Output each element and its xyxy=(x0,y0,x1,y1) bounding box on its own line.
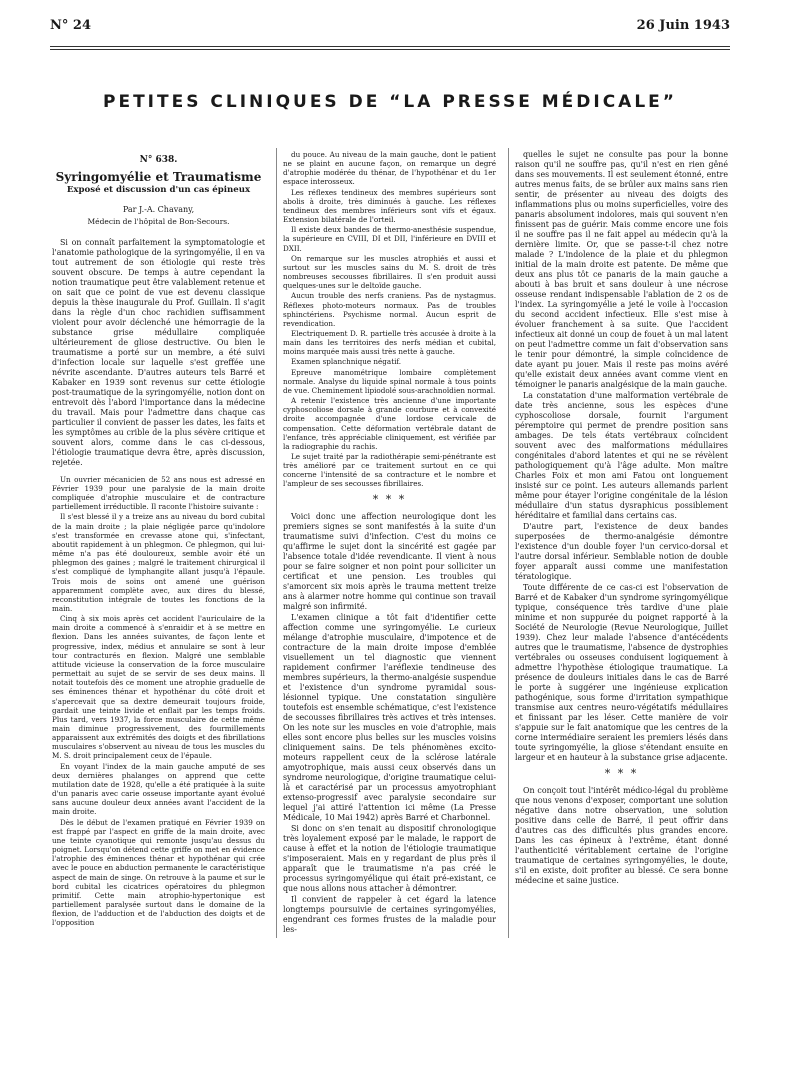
article-subtitle: Exposé et discussion d'un cas épineux xyxy=(66,185,251,196)
article-affiliation: Médecin de l'hôpital de Bon-Secours. xyxy=(87,216,230,226)
paragraph: A retenir l'existence très ancienne d'une importante cyphoscoliose dorsale à grande courbure et à convexité droite accompagnée d'une lordose cervicale de compensation. Cette déformation vertébrale datant de l'enfance, très appréciable cliniquement, est vérifiée par la radiographie du rachis. xyxy=(283,396,496,451)
paragraph: D'autre part, l'existence de deux bandes superposées de thermo-analgésie démontre l'existence d'un double foyer l'un cervico-dorsal et l'autre dorsal inférieur. Semblable notion de double foyer apparaît aussi comme une manifestation tératologique. xyxy=(515,522,728,581)
article-author: Par J.-A. Chavany, xyxy=(122,205,195,215)
paragraph: On conçoit tout l'intérêt médico-légal du problème que nous venons d'exposer, comportant une solution négative dans notre observation, une solution positive dans celle de Barré, il peut offrir dans d'autres cas des difficultés plus grandes encore. Dans les cas épineux à l'extrême, étant donné l'authenticité véritablement certaine de l'origine traumatique de certaines syringomyélies, le doute, s'il en existe, doit profiter au blessé. Ce sera bonne médecine et saine justice. xyxy=(515,786,728,886)
paragraph: Epreuve manométrique lombaire complètement normale. Analyse du liquide spinal normale à tous points de vue. Cheminement lipiodolé sous-arachnoïdien normal. xyxy=(283,367,496,395)
header-rule xyxy=(50,46,730,47)
column-divider-1 xyxy=(276,148,277,938)
section-title: PETITES CLINIQUES DE “LA PRESSE MÉDICALE” xyxy=(103,92,677,112)
paragraph: Il existe deux bandes de thermo-anesthésie suspendue, la supérieure en CVIII, DI et DII, l'inférieure en DVIII et DXII. xyxy=(283,225,496,253)
paragraph: On remarque sur les muscles atrophiés et aussi et surtout sur les muscles sains du M. S. droit de très nombreuses secousses fibrillaires. Il s'en produit aussi quelques-unes sur le deltoïde gauche. xyxy=(283,253,496,291)
paragraph: Un ouvrier mécanicien de 52 ans nous est adressé en Février 1939 pour une paralysie de la main droite compliquée d'atrophie musculaire et de contracture partiellement irréductible. Il raconte l'histoire suivante : xyxy=(52,474,265,512)
header-rule-2 xyxy=(50,49,730,50)
issue-number: N° 24 xyxy=(50,18,91,33)
paragraph: Cinq à six mois après cet accident l'auriculaire de la main droite a commencé à s'enraidir et à se mettre en flexion. Dans les années suivantes, de façon lente et progressive, index, médius et annulaire se sont à leur tour contracturés en flexion. Malgré une semblable attitude vicieuse la conservation de la force musculaire permettait au sujet de se servir de ses deux mains. Il notait toutefois dès ce moment une atrophie graduelle de ses éminences thénar et hypothénar du côté droit et s'apercevait que sa dextre demeurait toujours froide, gardait une teinte livide et enflait par les temps froids. Plus tard, vers 1937, la force musculaire de cette même main diminue progressivement, des fourmillements apparaissent aux extrémités des doigts et des fibrillations musculaires s'observent au niveau de tous les muscles du M. S. droit principalement ceux de l'épaule. xyxy=(52,614,265,761)
paragraph: Voici donc une affection neurologique dont les premiers signes se sont manifestés à la suite d'un traumatisme suivi d'infection. C'est du moins ce qu'affirme le sujet dont la sincérité est gagée par l'absence totale d'idée revendicante. Il vient à nous pour se faire soigner et non point pour solliciter un certificat et une pension. Les troubles qui s'amorcent six mois après le trauma mettent treize ans à alarmer notre homme qui continue son travail malgré son infirmité. xyxy=(283,511,496,611)
paragraph: La constatation d'une malformation vertébrale de date très ancienne, sous les espèces d'une cyphoscoliose dorsale, fournit l'argument péremptoire qui permet de prendre position sans ambages. De tels états vertébraux coïncident souvent avec des malformations médullaires congénitales d'abord latentes et qui ne se révèlent pathologiquement qu'à l'âge adulte. Mon maître Charles Foix et mon ami Fatou ont longuement insisté sur ce point. Les auteurs allemands parlent même pour étayer l'origine congénitale de la lésion médullaire d'un status dysraphicus possiblement héréditaire et familial dans certains cas. xyxy=(515,391,728,520)
section-separator: * * * xyxy=(372,492,407,506)
paragraph: Il s'est blessé il y a treize ans au niveau du bord cubital de la main droite ; la plaie négligée parce qu'indolore s'est transformée en crevasse atone qui, s'infectant, aboutit rapidement à un phlegmon. Ce phlegmon, qui lui-même n'a pas été douloureux, semble avoir été un phlegmon des gaines ; malgré le traitement chirurgical il s'est compliqué de lymphangite allant jusqu'à l'épaule. Trois mois de soins ont amené une guérison apparemment complète avec, aux dires du blessé, reconstitution intégrale de toutes les fonctions de la main. xyxy=(52,512,265,613)
paragraph: Dès le début de l'examen pratiqué en Février 1939 on est frappé par l'aspect en griffe de la main droite, avec une teinte cyanotique qui remonte jusqu'au dessus du poignet. Lorsqu'on détend cette griffe on met en évidence l'atrophie des éminences thénar et hypothénar qui crée avec le pouce en abduction permanente le caractéristique aspect de main de singe. On retrouve à la paume et sur le bord cubital les cicatrices opératoires du phlegmon primitif. Cette main atrophio-hypertonique est partiellement paralysée surtout dans le domaine de la flexion, de l'adduction et de l'abduction des doigts et de l'opposition xyxy=(52,817,265,928)
paragraph: Le sujet traité par la radiothérapie semi-pénétrante est très amélioré par ce traitement surtout en ce qui concerne l'intensité de sa contracture et le nombre et l'ampleur de ses secousses fibrillaires. xyxy=(283,452,496,489)
paragraph: Aucun trouble des nerfs craniens. Pas de nystagmus. Réflexes photo-moteurs normaux. Pas de troubles sphinctériens. Psychisme normal. Aucun esprit de revendication. xyxy=(283,291,496,328)
section-separator: * * * xyxy=(604,767,639,780)
paragraph: L'examen clinique a tôt fait d'identifier cette affection comme une syringomyélie. Le curieux mélange d'atrophie musculaire, d'impotence et de contracture de la main droite impose d'emblée visuellement un tel diagnostic que viennent rapidement confirmer l'aréflexie tendineuse des membres supérieurs, la thermo-analgésie suspendue et l'existence d'un syndrome pyramidal sous-lésionnel typique. Une constatation singulière toutefois est ensemble schématique, c'est l'existence de secousses fibrillaires très actives et très intenses. On les note sur les muscles en voie d'atrophie, mais elles sont encore plus belles sur les muscles voisins cliniquement sains. De tels phénomènes excito-moteurs rappellent ceux de la sclérose latérale amyotrophique, mais aussi ceux observés dans un syndrome neurologique, d'origine traumatique celui-là et caractérisé par un processus amyotrophiant extenso-progressif avec paralysie secondaire sur lequel j'ai attiré l'attention ici même (La Presse Médicale, 10 Mai 1942) après Barré et Charbonnel. xyxy=(283,612,496,822)
paragraph: Examen splanchnique négatif. xyxy=(291,357,402,367)
paragraph: Si on connaît parfaitement la symptomatologie et l'anatomie pathologique de la syringomyélie, il en va tout autrement de son étiologie qui reste très souvent obscure. De temps à autre cependant la notion traumatique peut être valablement retenue et on sait que ce point de vue est devenu classique depuis la thèse inaugurale du Prof. Guillain. Il s'agit dans la règle d'un choc rachidien suffisamment violent pour avoir déclenché une hémorragie de la substance grise médullaire compliquée ultérieurement de gliose destructive. Ou bien le traumatisme a porté sur un membre, a été suivi d'infection locale sur laquelle s'est greffée une névrite ascendante. D'autres auteurs tels Barré et Kabaker en 1939 sont revenus sur cette étiologie post-traumatique de la syringomyélie, notion dont on entrevoit dès l'abord l'importance dans la médecine du travail. Mais pour l'admettre dans chaque cas particulier il convient de passer les dates, les faits et les symptômes au crible de la plus sévère critique et souvent alors, comme dans le cas ci-dessous, l'étiologie traumatique devra être, après discussion, rejetée. xyxy=(52,237,265,467)
paragraph: Les réflexes tendineux des membres supérieurs sont abolis à droite, très diminués à gauche. Les réflexes tendineux des membres inférieurs sont vifs et égaux. Extension bilatérale de l'orteil. xyxy=(283,187,496,225)
paragraph: En voyant l'index de la main gauche amputé de ses deux dernières phalanges on apprend que cette mutilation date de 1928, qu'elle a été pratiquée à la suite d'un panaris avec carie osseuse importante ayant évolué sans aucune douleur deux années avant l'accident de la main droite. xyxy=(52,761,265,817)
column-2 xyxy=(283,150,496,1050)
column-3 xyxy=(515,150,728,1050)
column-1 xyxy=(52,150,265,1050)
paragraph: Il convient de rappeler à cet égard la latence longtemps poursuivie de certaines syringomyélies, engendrant ces formes frustes de la maladie pour les- xyxy=(283,894,496,934)
paragraph: quelles le sujet ne consulte pas pour la bonne raison qu'il ne souffre pas, qu'il n'est en rien gêné dans ses mouvements. Il est seulement étonné, entre autres menus faits, de se brûler aux mains sans rien sentir, de présenter au niveau des doigts des inflammations plus ou moins superficielles, voire des panaris absolument indolores, mais qui souvent n'en finissent pas de guérir. Mais comme encore une fois il ne souffre pas il ne fait appel au médecin qu'à la dernière limite. Or, que se passe-t-il chez notre malade ? L'indolence de la plaie et du phlegmon initial de la main droite est patente. De même que deux ans plus tôt ce panaris de la main gauche a abouti à bas bruit et sans douleur à une nécrose osseuse rendant indispensable l'ablation de 2 os de l'index. La syringomyélie a jeté le voile à l'occasion du second accident infectieux. Elle s'est mise à évoluer franchement à sa suite. Que l'accident infectieux ait donné un coup de fouet à un mal latent on peut l'admettre comme un fait d'observation sans le tenir pour démontré, la simple coïncidence de date ayant pu jouer. Mais il reste pas moins avéré qu'elle existait deux années avant comme vient en témoigner le panaris analgésique de la main gauche. xyxy=(515,150,728,389)
article-title: Syringomyélie et Traumatisme xyxy=(55,170,262,185)
page-header xyxy=(50,18,730,42)
issue-date: 26 Juin 1943 xyxy=(636,18,730,33)
paragraph: Toute différente de ce cas-ci est l'observation de Barré et de Kabaker d'un syndrome syringomyélique typique, conséquence très tardive d'une plaie minime et non suppurée du poignet rapporté à la Société de Neurologie (Revue Neurologique, Juillet 1939). Chez leur malade l'absence d'antécédents autres que le traumatisme, l'absence de dystrophies vertébrales ou osseuses conduisent logiquement à admettre l'hypothèse étiologique traumatique. La présence de douleurs initiales dans le cas de Barré le porte à suggérer une ingénieuse explication pathogénique, sous forme d'irritation sympathique transmise aux centres neuro-végétatifs médullaires et finissant par les léser. Cette manière de voir s'appuie sur le fait anatomique que les centres de la corne intermédiaire seraient les premiers lésés dans toute syringomyélie, la gliose s'étendant ensuite en largeur et en hauteur à la substance grise adjacente. xyxy=(515,583,728,762)
article-number: N° 638. xyxy=(139,155,178,165)
paragraph: Si donc on s'en tenait au dispositif chronologique très loyalement exposé par le malade, le rapport de cause à effet et la notion de l'étiologie traumatique s'imposeraient. Mais en y regardant de plus près il apparaît que le traumatisme n'a pas créé le processus syringomyélique qui était pré-existant, ce que nous allons nous attacher à démontrer. xyxy=(283,823,496,893)
paragraph: Electriquement D. R. partielle très accusée à droite à la main dans les territoires des nerfs médian et cubital, moins marquée mais aussi très nette à gauche. xyxy=(283,328,496,357)
paragraph: du pouce. Au niveau de la main gauche, dont le patient ne se plaint en aucune façon, on remarque un degré d'atrophie modérée du thénar, de l'hypothénar et du 1er espace interosseux. xyxy=(283,150,496,187)
column-divider-2 xyxy=(508,148,509,938)
